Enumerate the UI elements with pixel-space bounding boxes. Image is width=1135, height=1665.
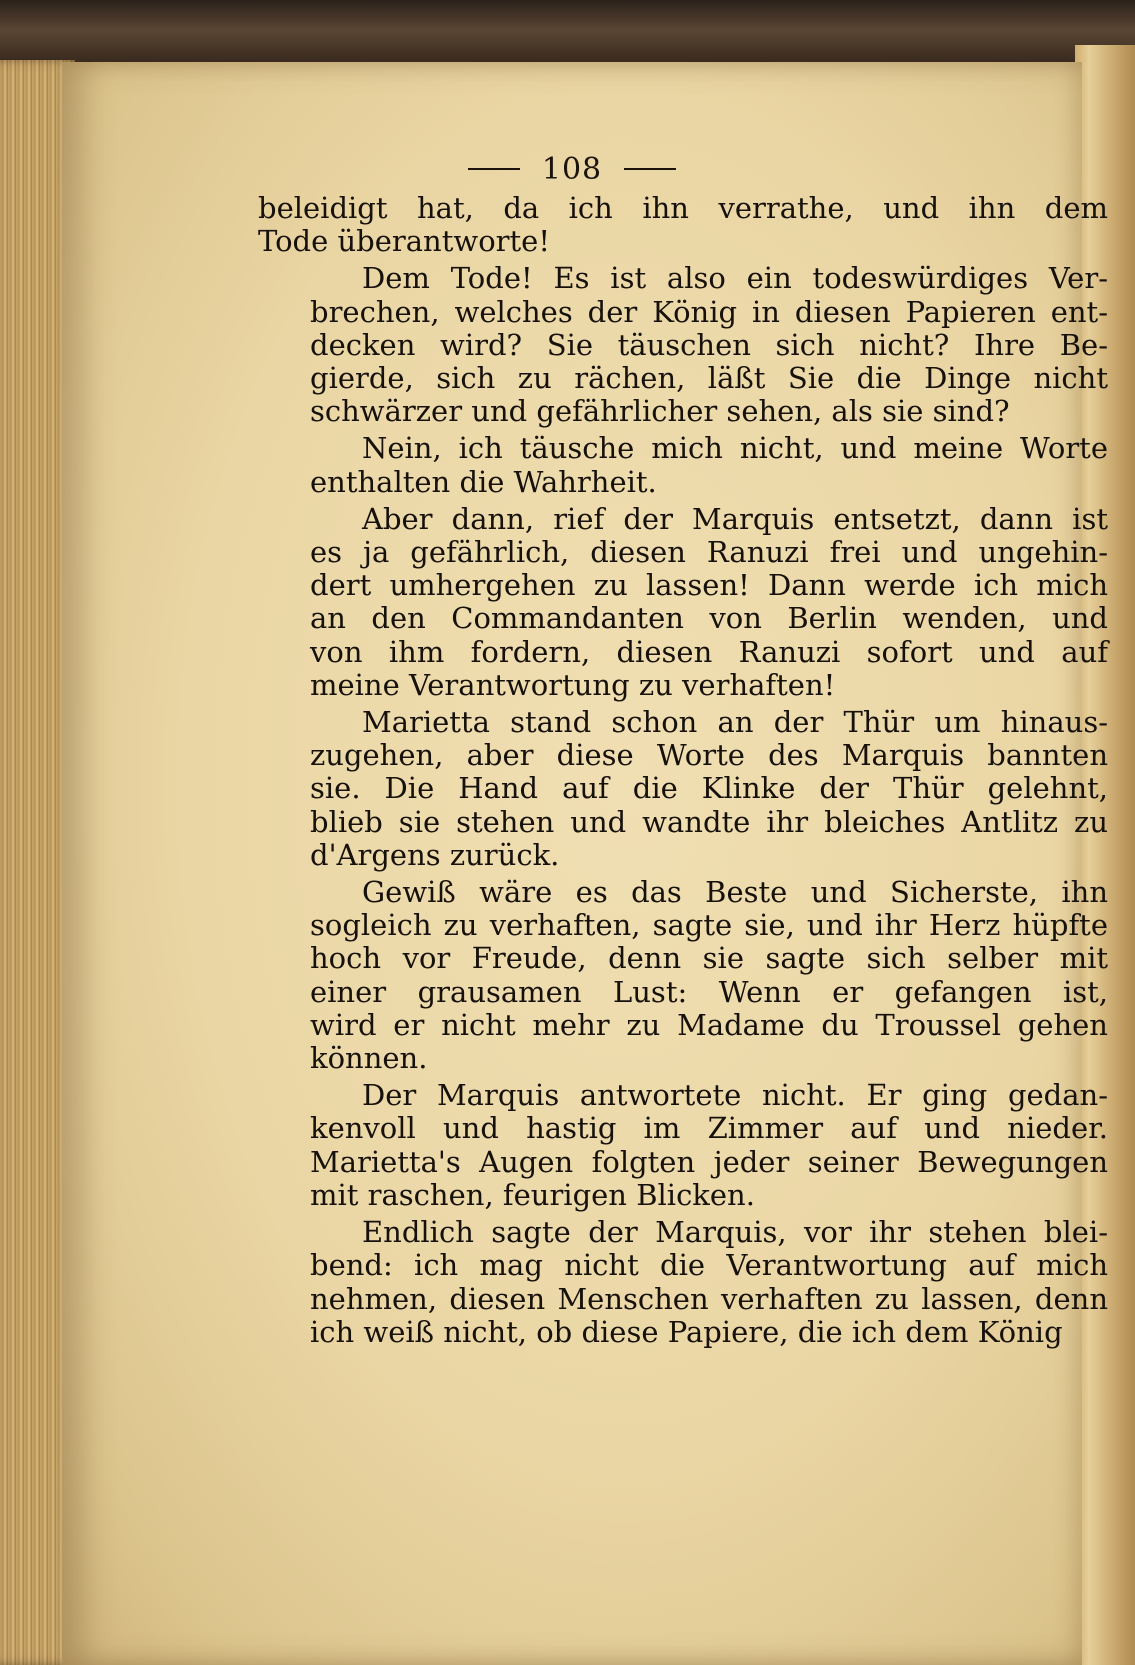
text-line: Marietta stand schon an der Thür um hinaus- xyxy=(362,705,1108,740)
text-line: blieb sie stehen und wandte ihr bleiches Antlitz zu xyxy=(310,804,1108,839)
text-line: Marietta's Augen folgten jeder seiner Bewegungen xyxy=(310,1144,1108,1179)
paragraph xyxy=(258,706,1108,872)
text-line: enthalten die Wahrheit. xyxy=(310,464,657,499)
paragraph xyxy=(258,503,1108,702)
text-line: Aber dann, rief der Marquis entsetzt, dann ist xyxy=(362,501,1108,536)
text-line: meine Verantwortung zu verhaften! xyxy=(310,667,836,702)
text-line: an den Commandanten von Berlin wenden, und xyxy=(310,601,1108,636)
text-line: Nein, ich täusche mich nicht, und meine Worte xyxy=(362,431,1108,466)
text-line: nehmen, diesen Menschen verhaften zu lassen, denn xyxy=(310,1281,1108,1316)
page-header xyxy=(62,144,1082,194)
text-line: beleidigt hat, da ich ihn verrathe, und ihn dem xyxy=(258,191,1108,225)
text-line: kenvoll und hastig im Zimmer auf und nieder. xyxy=(310,1111,1108,1146)
text-line: Der Marquis antwortete nicht. Er ging gedan- xyxy=(362,1078,1108,1113)
text-line: decken wird? Sie täuschen sich nicht? Ihre Be- xyxy=(310,327,1108,362)
paragraph xyxy=(258,262,1108,428)
text-line: mit raschen, feurigen Blicken. xyxy=(310,1177,755,1212)
text-line: dert umhergehen zu lassen! Dann werde ich mich xyxy=(310,568,1108,603)
text-line: sogleich zu verhaften, sagte sie, und ihr Herz hüpfte xyxy=(310,908,1108,943)
header-dash-right xyxy=(624,168,676,170)
body-text xyxy=(258,192,1108,1353)
text-line: brechen, welches der König in diesen Papieren ent- xyxy=(310,294,1108,329)
text-line: Tode überantworte! xyxy=(258,224,550,259)
text-line: Dem Tode! Es ist also ein todeswürdiges Ver- xyxy=(362,261,1108,296)
paragraph xyxy=(258,432,1108,498)
paragraph xyxy=(258,1079,1108,1212)
page-number: 108 xyxy=(541,151,603,187)
text-line: zugehen, aber diese Worte des Marquis bannten xyxy=(310,738,1108,773)
paragraph xyxy=(258,192,1108,258)
text-line: einer grausamen Lust: Wenn er gefangen ist, xyxy=(310,974,1108,1009)
text-line: hoch vor Freude, denn sie sagte sich selber mit xyxy=(310,941,1108,976)
text-line: sie. Die Hand auf die Klinke der Thür gelehnt, xyxy=(310,771,1108,806)
text-line: ich weiß nicht, ob diese Papiere, die ich dem König xyxy=(310,1314,1063,1349)
text-line: von ihm fordern, diesen Ranuzi sofort und auf xyxy=(310,634,1108,669)
text-line: schwärzer und gefährlicher sehen, als sie sind? xyxy=(310,394,1010,429)
paragraph xyxy=(258,1216,1108,1349)
text-line: gierde, sich zu rächen, läßt Sie die Dinge nicht xyxy=(310,361,1108,396)
text-line: Endlich sagte der Marquis, vor ihr stehen blei- xyxy=(362,1215,1108,1250)
paragraph xyxy=(258,876,1108,1075)
page-sheet xyxy=(62,62,1108,1665)
text-line: es ja gefährlich, diesen Ranuzi frei und ungehin- xyxy=(310,535,1108,570)
header-dash-left xyxy=(468,168,520,170)
text-line: Gewiß wäre es das Beste und Sicherste, ihn xyxy=(362,875,1108,910)
text-line: bend: ich mag nicht die Verantwortung auf mich xyxy=(310,1248,1108,1283)
text-line: d'Argens zurück. xyxy=(310,837,560,872)
text-line: können. xyxy=(310,1041,428,1076)
text-line: wird er nicht mehr zu Madame du Troussel gehen xyxy=(310,1007,1108,1042)
